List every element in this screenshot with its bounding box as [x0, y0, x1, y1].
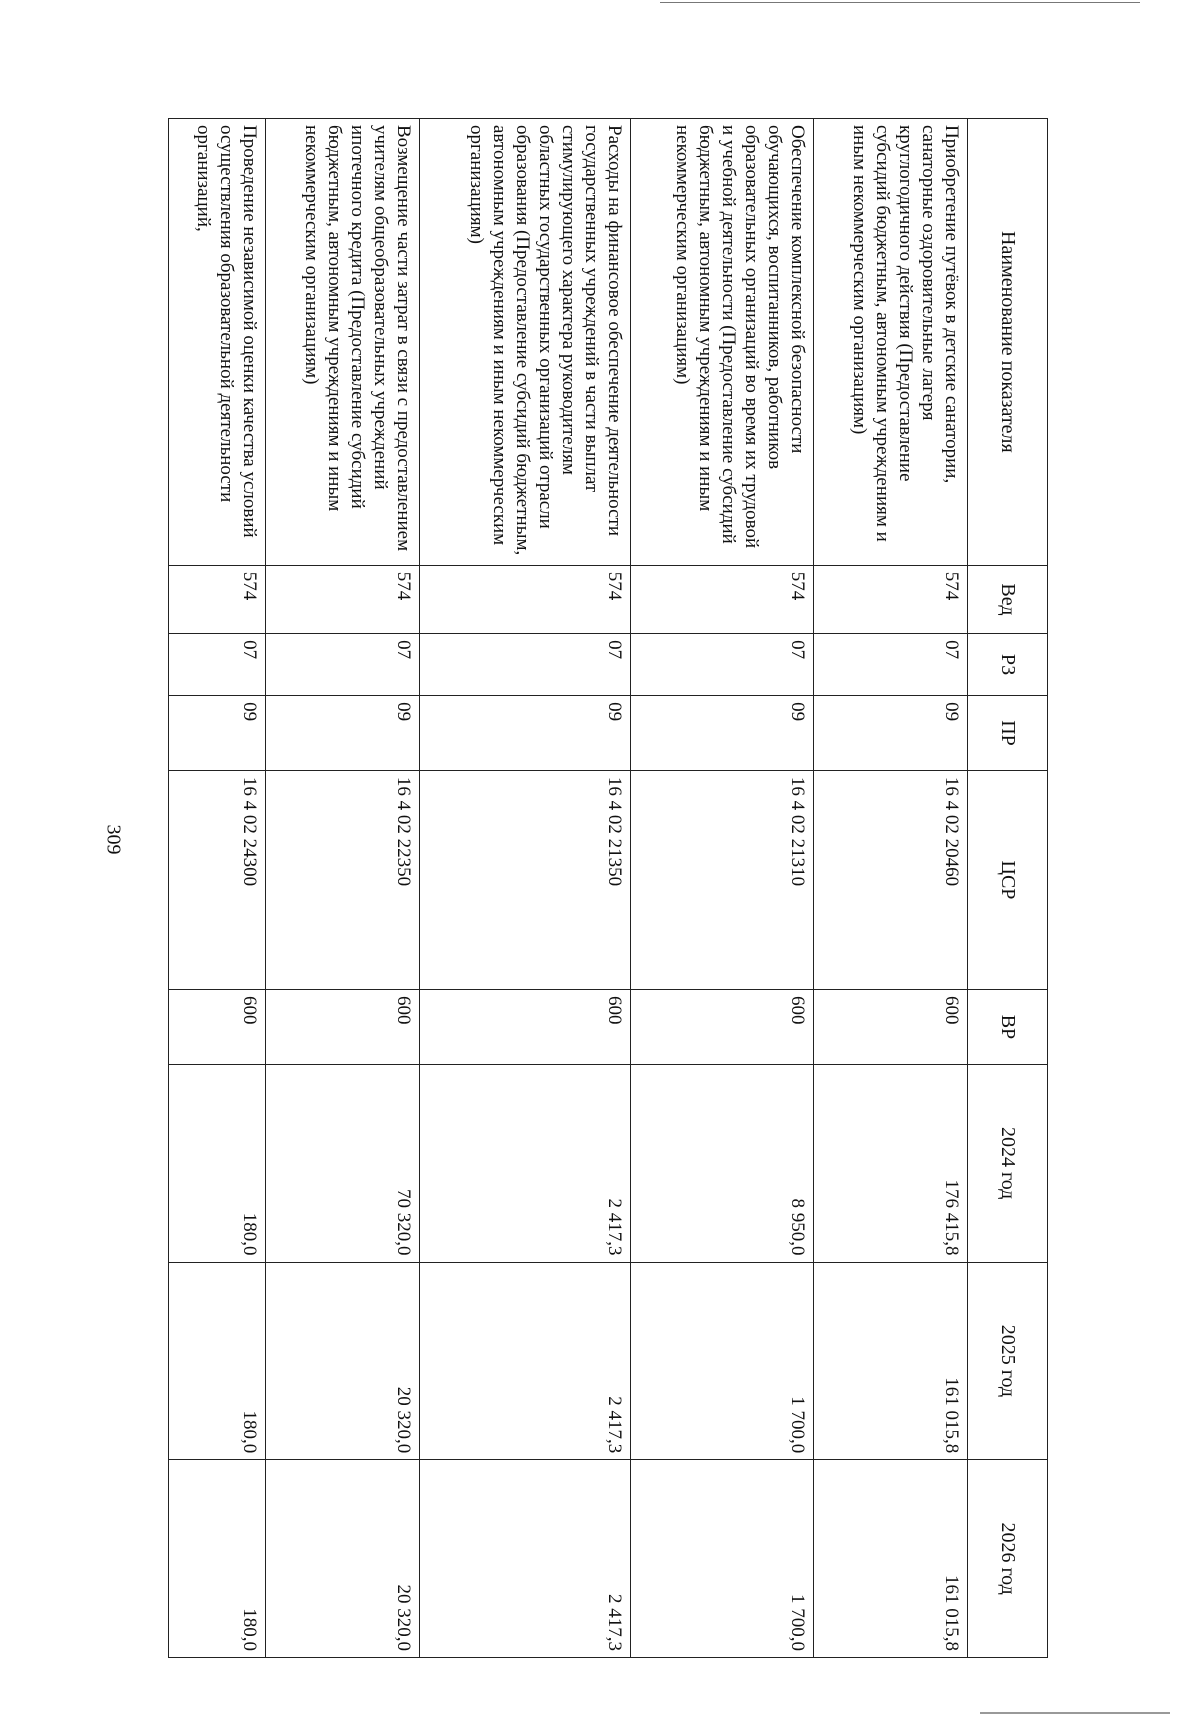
cell-2026: 1 700,0 — [631, 1460, 814, 1658]
cell-2025: 1 700,0 — [631, 1262, 814, 1460]
header-2025: 2025 год — [968, 1262, 1048, 1460]
budget-table — [168, 118, 1048, 1658]
cell-pr: 09 — [265, 696, 419, 771]
cell-ved: 574 — [420, 565, 631, 633]
cell-2024: 176 415,8 — [813, 1064, 967, 1262]
cell-name: Расходы на финансовое обеспечение деятельности государственных учреждений в части выплат стимулирующего характера руководителям областных государственных организаций отрасли образования (Предоставление субсидий бюджетным, автономным учреждениям и иным некоммерческим организациям) — [420, 119, 631, 566]
table-row — [265, 119, 419, 1658]
cell-pr: 09 — [631, 696, 814, 771]
cell-rz: 07 — [169, 634, 266, 696]
cell-2026: 2 417,3 — [420, 1460, 631, 1658]
cell-vr: 600 — [631, 990, 814, 1065]
cell-2025: 161 015,8 — [813, 1262, 967, 1460]
cell-csr: 16 4 02 21310 — [631, 770, 814, 989]
top-scan-line — [660, 2, 1140, 3]
budget-table-rotated — [168, 118, 1048, 1658]
cell-pr: 09 — [813, 696, 967, 771]
cell-rz: 07 — [420, 634, 631, 696]
cell-ved: 574 — [813, 565, 967, 633]
cell-name: Проведение независимой оценки качества условий осуществления образовательной деятельности организаций, — [169, 119, 266, 566]
cell-vr: 600 — [813, 990, 967, 1065]
cell-ved: 574 — [631, 565, 814, 633]
cell-name: Приобретение путёвок в детские санатории, санаторные оздоровительные лагеря круглогодичного действия (Предоставление субсидий бюджетным, автономным учреждениям и иным некоммерческим организациям) — [813, 119, 967, 566]
cell-rz: 07 — [265, 634, 419, 696]
cell-ved: 574 — [169, 565, 266, 633]
cell-2024: 70 320,0 — [265, 1064, 419, 1262]
cell-pr: 09 — [420, 696, 631, 771]
cell-2024: 2 417,3 — [420, 1064, 631, 1262]
header-pr: ПР — [968, 696, 1048, 771]
cell-2025: 180,0 — [169, 1262, 266, 1460]
cell-vr: 600 — [169, 990, 266, 1065]
cell-vr: 600 — [265, 990, 419, 1065]
header-vr: ВР — [968, 990, 1048, 1065]
header-ved: Вед — [968, 565, 1048, 633]
cell-csr: 16 4 02 22350 — [265, 770, 419, 989]
cell-2025: 20 320,0 — [265, 1262, 419, 1460]
cell-2026: 180,0 — [169, 1460, 266, 1658]
cell-2025: 2 417,3 — [420, 1262, 631, 1460]
header-csr: ЦСР — [968, 770, 1048, 989]
header-2024: 2024 год — [968, 1064, 1048, 1262]
header-2026: 2026 год — [968, 1460, 1048, 1658]
cell-2024: 180,0 — [169, 1064, 266, 1262]
cell-2024: 8 950,0 — [631, 1064, 814, 1262]
cell-csr: 16 4 02 21350 — [420, 770, 631, 989]
cell-2026: 161 015,8 — [813, 1460, 967, 1658]
table-row — [631, 119, 814, 1658]
table-row — [169, 119, 266, 1658]
header-rz: РЗ — [968, 634, 1048, 696]
bottom-scan-line — [980, 1712, 1170, 1714]
table-row — [813, 119, 967, 1658]
cell-vr: 600 — [420, 990, 631, 1065]
cell-ved: 574 — [265, 565, 419, 633]
cell-rz: 07 — [813, 634, 967, 696]
page-number: 309 — [102, 824, 125, 855]
cell-csr: 16 4 02 20460 — [813, 770, 967, 989]
cell-2026: 20 320,0 — [265, 1460, 419, 1658]
cell-pr: 09 — [169, 696, 266, 771]
table-row — [420, 119, 631, 1658]
header-name: Наименование показателя — [968, 119, 1048, 566]
cell-rz: 07 — [631, 634, 814, 696]
cell-csr: 16 4 02 24300 — [169, 770, 266, 989]
table-header-row — [968, 119, 1048, 1658]
cell-name: Обеспечение комплексной безопасности обучающихся, воспитанников, работников образовательных организаций во время их трудовой и учебной деятельности (Предоставление субсидий бюджетным, автономным учреждениям и иным некоммерческим организациям) — [631, 119, 814, 566]
cell-name: Возмещение части затрат в связи с предоставлением учителям общеобразовательных учреждений ипотечного кредита (Предоставление субсидий бюджетным, автономным учреждениям и иным некоммерческим организациям) — [265, 119, 419, 566]
